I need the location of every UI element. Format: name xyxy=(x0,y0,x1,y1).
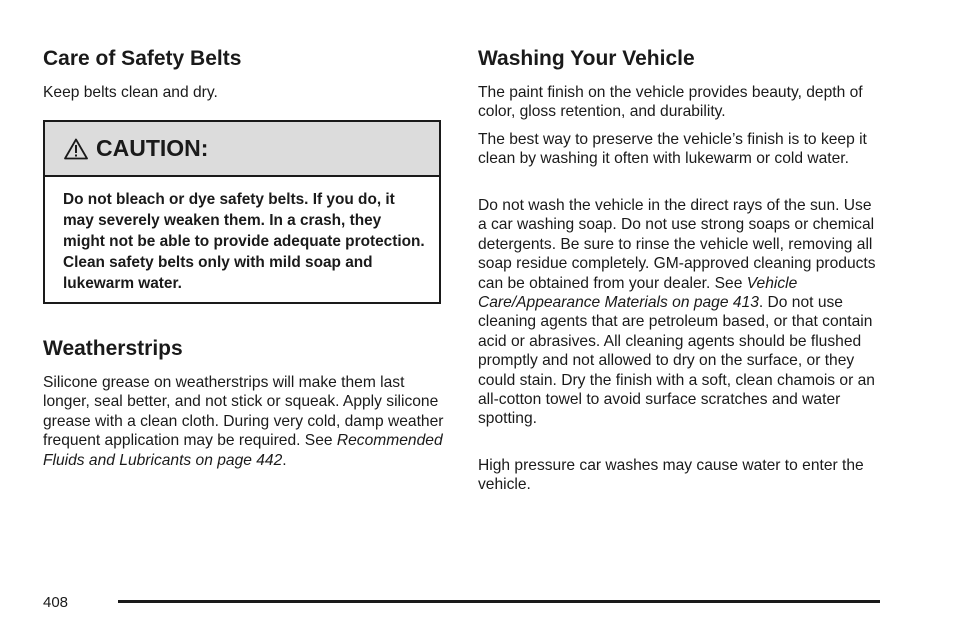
weatherstrips-text: Silicone grease on weatherstrips will make them last longer, seal better, and not stick or squeak. Apply silicone grease with a clean cloth. During very cold, damp weather frequent application may be required. See Recommended Fluids and Lubricants on page 442. xyxy=(43,374,444,469)
footer-rule xyxy=(118,600,880,603)
washing-paragraph-2: The best way to preserve the vehicle’s finish is to keep it clean by washing it often with lukewarm or cold water. xyxy=(478,131,867,168)
caution-text: Do not bleach or dye safety belts. If you do, it may severely weaken them. In a crash, they might not be able to provide adequate protection. Clean safety belts only with mild soap and lukewarm water. xyxy=(63,191,425,292)
caution-box xyxy=(43,120,441,304)
washing-reference: Vehicle Care/Appearance Materials on page 413 xyxy=(478,274,798,312)
page-number: 408 xyxy=(43,594,69,611)
caution-label: CAUTION: xyxy=(96,135,209,161)
safety-belts-heading: Care of Safety Belts xyxy=(43,47,242,70)
caution-header xyxy=(45,122,439,177)
washing-paragraph-4: High pressure car washes may cause water to enter the vehicle. xyxy=(478,457,864,494)
weatherstrips-heading: Weatherstrips xyxy=(43,337,183,360)
safety-belts-text: Keep belts clean and dry. xyxy=(43,84,218,101)
washing-paragraph-1: The paint finish on the vehicle provides beauty, depth of color, gloss retention, and durability. xyxy=(478,84,863,121)
weatherstrips-reference: Recommended Fluids and Lubricants on page 442 xyxy=(43,432,443,469)
washing-heading: Washing Your Vehicle xyxy=(478,47,695,70)
warning-triangle-icon xyxy=(64,138,88,160)
washing-paragraph-3: Do not wash the vehicle in the direct rays of the sun. Use a car washing soap. Do not use strong soaps or chemical detergents. Be sure to rinse the vehicle well, removing all soap residue completely. GM-approved cleaning products can be obtained from your dealer. See Vehicle Care/Appearance Materials on page 413. Do not use cleaning agents that are petroleum based, or that contain acid or abrasives. All cleaning agents should be flushed promptly and not allowed to dry on the surface, or they could stain. Dry the finish with a soft, clean chamois or an all-cotton towel to avoid surface scratches and water spotting. xyxy=(478,197,876,428)
